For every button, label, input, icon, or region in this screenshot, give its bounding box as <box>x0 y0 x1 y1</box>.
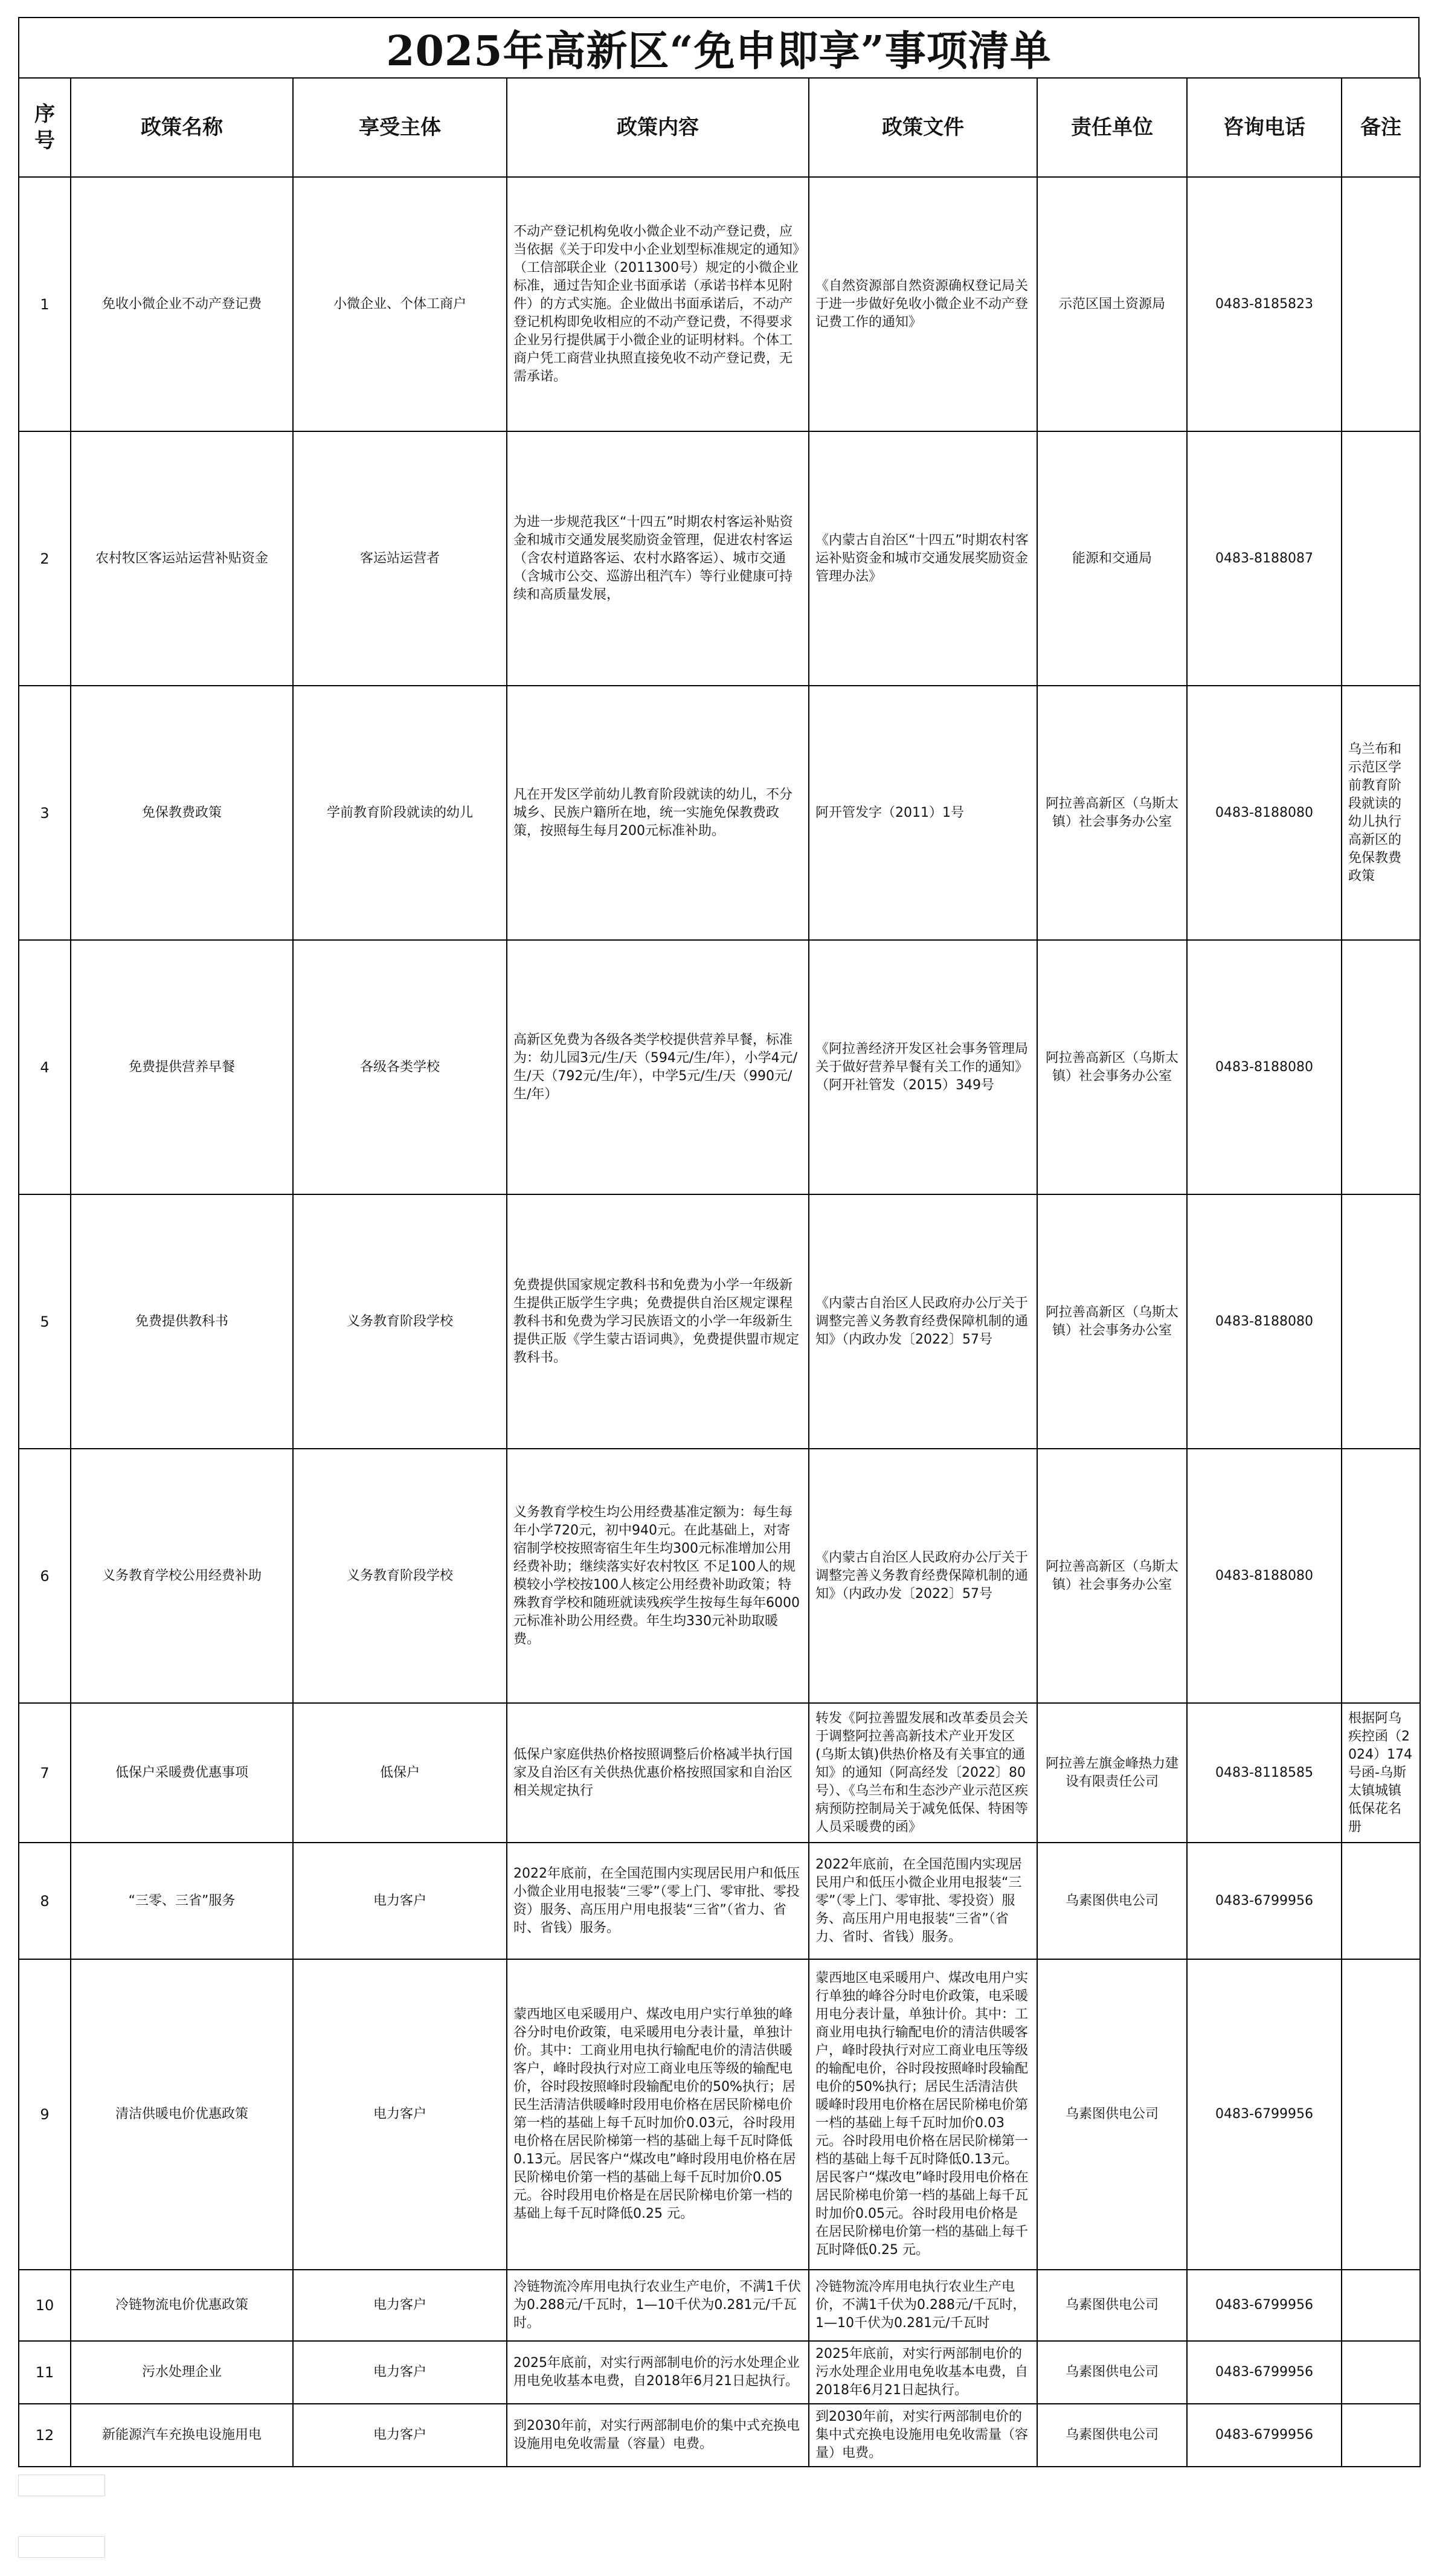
cell-unit: 示范区国土资源局 <box>1037 177 1187 431</box>
cell-phone: 0483-8188080 <box>1187 1449 1342 1703</box>
cell-subject: 电力客户 <box>293 2404 507 2467</box>
cell-document: 到2030年前，对实行两部制电价的集中式充换电设施用电免收需量（容量）电费。 <box>809 2404 1037 2467</box>
cell-phone: 0483-6799956 <box>1187 2404 1342 2467</box>
empty-cell-stub <box>18 2536 105 2558</box>
cell-content: 不动产登记机构免收小微企业不动产登记费，应当依据《关于印发中小企业划型标准规定的通知》（工信部联企业（2011300号）规定的小微企业标准，通过告知企业书面承诺（承诺书样本见附件）的方式实施。企业做出书面承诺后，不动产登记机构即免收相应的不动产登记费，不得要求企业另行提供属于小微企业的证明材料。个体工商户凭工商营业执照直接免收不动产登记费，无需承诺。 <box>507 177 809 431</box>
cell-document: 转发《阿拉善盟发展和改革委员会关于调整阿拉善高新技术产业开发区(乌斯太镇)供热价格及有关事宜的通知》的通知（阿高经发〔2022〕80号）、《乌兰布和生态沙产业示范区疾病预防控制局关于减免低保、特困等人员采暖费的函》 <box>809 1703 1037 1843</box>
header-row <box>19 78 1420 177</box>
cell-seq: 4 <box>19 940 71 1194</box>
cell-note <box>1342 1959 1420 2270</box>
cell-document: 《自然资源部自然资源确权登记局关于进一步做好免收小微企业不动产登记费工作的通知》 <box>809 177 1037 431</box>
cell-name: 低保户采暖费优惠事项 <box>71 1703 293 1843</box>
cell-unit: 阿拉善左旗金峰热力建设有限责任公司 <box>1037 1703 1187 1843</box>
table-row <box>19 1959 1420 2270</box>
header-seq: 序号 <box>19 78 71 177</box>
cell-seq: 3 <box>19 686 71 940</box>
cell-name: 农村牧区客运站运营补贴资金 <box>71 431 293 686</box>
cell-content: 低保户家庭供热价格按照调整后价格减半执行国家及自治区有关供热优惠价格按照国家和自治区相关规定执行 <box>507 1703 809 1843</box>
cell-note <box>1342 2270 1420 2341</box>
cell-content: 高新区免费为各级各类学校提供营养早餐，标准为：幼儿园3元/生/天（594元/生/年），小学4元/生/天（792元/生/年），中学5元/生/天（990元/生/年） <box>507 940 809 1194</box>
cell-content: 到2030年前，对实行两部制电价的集中式充换电设施用电免收需量（容量）电费。 <box>507 2404 809 2467</box>
empty-cell-stub <box>18 2475 105 2496</box>
cell-phone: 0483-6799956 <box>1187 1843 1342 1959</box>
cell-phone: 0483-6799956 <box>1187 2270 1342 2341</box>
cell-note: 根据阿乌疾控函（2024）174号函-乌斯太镇城镇低保花名册 <box>1342 1703 1420 1843</box>
cell-unit: 阿拉善高新区（乌斯太镇）社会事务办公室 <box>1037 686 1187 940</box>
cell-subject: 电力客户 <box>293 2341 507 2404</box>
cell-subject: 义务教育阶段学校 <box>293 1194 507 1449</box>
table-row <box>19 1703 1420 1843</box>
cell-note <box>1342 2341 1420 2404</box>
table-row <box>19 177 1420 431</box>
cell-subject: 各级各类学校 <box>293 940 507 1194</box>
header-subject: 享受主体 <box>293 78 507 177</box>
cell-name: 清洁供暖电价优惠政策 <box>71 1959 293 2270</box>
cell-name: 免费提供营养早餐 <box>71 940 293 1194</box>
table-row <box>19 1194 1420 1449</box>
cell-name: 新能源汽车充换电设施用电 <box>71 2404 293 2467</box>
cell-note <box>1342 1194 1420 1449</box>
cell-name: 义务教育学校公用经费补助 <box>71 1449 293 1703</box>
cell-note <box>1342 940 1420 1194</box>
cell-phone: 0483-8118585 <box>1187 1703 1342 1843</box>
cell-seq: 5 <box>19 1194 71 1449</box>
table-row <box>19 2270 1420 2341</box>
cell-name: 冷链物流电价优惠政策 <box>71 2270 293 2341</box>
cell-note: 乌兰布和示范区学前教育阶段就读的幼儿执行高新区的免保教费政策 <box>1342 686 1420 940</box>
cell-unit: 阿拉善高新区（乌斯太镇）社会事务办公室 <box>1037 1449 1187 1703</box>
cell-seq: 6 <box>19 1449 71 1703</box>
cell-content: 2025年底前，对实行两部制电价的污水处理企业用电免收基本电费，自2018年6月21日起执行。 <box>507 2341 809 2404</box>
cell-seq: 1 <box>19 177 71 431</box>
cell-content: 凡在开发区学前幼儿教育阶段就读的幼儿，不分城乡、民族户籍所在地，统一实施免保教费政策，按照每生每月200元标准补助。 <box>507 686 809 940</box>
cell-note <box>1342 177 1420 431</box>
cell-subject: 电力客户 <box>293 1843 507 1959</box>
cell-note <box>1342 1843 1420 1959</box>
header-document: 政策文件 <box>809 78 1037 177</box>
cell-note <box>1342 431 1420 686</box>
cell-phone: 0483-8188080 <box>1187 1194 1342 1449</box>
header-note: 备注 <box>1342 78 1420 177</box>
cell-content: 冷链物流冷库用电执行农业生产电价，不满1千伏为0.288元/千瓦时，1—10千伏为0.281元/千瓦时。 <box>507 2270 809 2341</box>
cell-subject: 客运站运营者 <box>293 431 507 686</box>
table-row <box>19 2341 1420 2404</box>
cell-document: 2022年底前，在全国范围内实现居民用户和低压小微企业用电报装“三零”（零上门、零审批、零投资）服务、高压用户用电报装“三省”（省力、省时、省钱）服务。 <box>809 1843 1037 1959</box>
cell-note <box>1342 1449 1420 1703</box>
cell-content: 蒙西地区电采暖用户、煤改电用户实行单独的峰谷分时电价政策，电采暖用电分表计量，单独计价。其中：工商业用电执行输配电价的清洁供暖客户，峰时段执行对应工商业电压等级的输配电价，谷时段按照峰时段输配电价的50%执行；居民生活清洁供暖峰时段用电价格在居民阶梯电价第一档的基础上每千瓦时加价0.03元，谷时段用电价格在居民阶梯第一档的基础上每千瓦时降低0.13元。居民客户“煤改电”峰时段用电价格在居民阶梯电价第一档的基础上每千瓦时加价0.05元。谷时段用电价格是在居民阶梯电价第一档的基础上每千瓦时降低0.25 元。 <box>507 1959 809 2270</box>
cell-document: 《内蒙古自治区“十四五”时期农村客运补贴资金和城市交通发展奖励资金管理办法》 <box>809 431 1037 686</box>
cell-subject: 学前教育阶段就读的幼儿 <box>293 686 507 940</box>
cell-seq: 8 <box>19 1843 71 1959</box>
table-row <box>19 686 1420 940</box>
cell-subject: 义务教育阶段学校 <box>293 1449 507 1703</box>
cell-document: 《内蒙古自治区人民政府办公厅关于调整完善义务教育经费保障机制的通知》（内政办发〔2022〕57号 <box>809 1194 1037 1449</box>
cell-unit: 乌素图供电公司 <box>1037 2270 1187 2341</box>
table-row <box>19 1843 1420 1959</box>
cell-unit: 乌素图供电公司 <box>1037 2341 1187 2404</box>
cell-seq: 12 <box>19 2404 71 2467</box>
cell-note <box>1342 2404 1420 2467</box>
policy-sheet <box>18 17 1420 2467</box>
cell-name: 免保教费政策 <box>71 686 293 940</box>
cell-document: 2025年底前，对实行两部制电价的污水处理企业用电免收基本电费，自2018年6月21日起执行。 <box>809 2341 1037 2404</box>
cell-seq: 11 <box>19 2341 71 2404</box>
cell-seq: 9 <box>19 1959 71 2270</box>
cell-unit: 乌素图供电公司 <box>1037 2404 1187 2467</box>
cell-phone: 0483-6799956 <box>1187 2341 1342 2404</box>
cell-unit: 乌素图供电公司 <box>1037 1843 1187 1959</box>
page-title: 2025年高新区“免申即享”事项清单 <box>18 17 1420 77</box>
cell-unit: 乌素图供电公司 <box>1037 1959 1187 2270</box>
cell-document: 《阿拉善经济开发区社会事务管理局关于做好营养早餐有关工作的通知》（阿开社管发（2015）349号 <box>809 940 1037 1194</box>
table-row <box>19 431 1420 686</box>
cell-document: 冷链物流冷库用电执行农业生产电价，不满1千伏为0.288元/千瓦时，1—10千伏为0.281元/千瓦时 <box>809 2270 1037 2341</box>
policy-table <box>18 77 1421 2467</box>
cell-seq: 10 <box>19 2270 71 2341</box>
cell-unit: 能源和交通局 <box>1037 431 1187 686</box>
cell-unit: 阿拉善高新区（乌斯太镇）社会事务办公室 <box>1037 940 1187 1194</box>
cell-name: 免收小微企业不动产登记费 <box>71 177 293 431</box>
table-row <box>19 2404 1420 2467</box>
table-row <box>19 1449 1420 1703</box>
cell-name: 污水处理企业 <box>71 2341 293 2404</box>
cell-content: 义务教育学校生均公用经费基准定额为：每生每年小学720元，初中940元。在此基础上，对寄宿制学校按照寄宿生年生均300元标准增加公用经费补助；继续落实好农村牧区 不足100人的规模较小学校按100人核定公用经费补助政策；特殊教育学校和随班就读残疾学生按每生每年6000元标准补助公用经费。年生均330元补助取暖费。 <box>507 1449 809 1703</box>
cell-phone: 0483-8188080 <box>1187 686 1342 940</box>
cell-phone: 0483-6799956 <box>1187 1959 1342 2270</box>
header-phone: 咨询电话 <box>1187 78 1342 177</box>
header-name: 政策名称 <box>71 78 293 177</box>
cell-name: 免费提供教科书 <box>71 1194 293 1449</box>
cell-subject: 电力客户 <box>293 1959 507 2270</box>
cell-content: 2022年底前，在全国范围内实现居民用户和低压小微企业用电报装“三零”（零上门、零审批、零投资）服务、高压用户用电报装“三省”（省力、省时、省钱）服务。 <box>507 1843 809 1959</box>
cell-content: 免费提供国家规定教科书和免费为小学一年级新生提供正版学生字典；免费提供自治区规定课程教科书和免费为学习民族语文的小学一年级新生提供正版《学生蒙古语词典》，免费提供盟市规定教科书。 <box>507 1194 809 1449</box>
cell-document: 阿开管发字（2011）1号 <box>809 686 1037 940</box>
header-content: 政策内容 <box>507 78 809 177</box>
cell-subject: 小微企业、个体工商户 <box>293 177 507 431</box>
cell-content: 为进一步规范我区“十四五”时期农村客运补贴资金和城市交通发展奖励资金管理，促进农村客运（含农村道路客运、农村水路客运）、城市交通（含城市公交、巡游出租汽车）等行业健康可持续和高质量发展， <box>507 431 809 686</box>
table-row <box>19 940 1420 1194</box>
cell-phone: 0483-8188087 <box>1187 431 1342 686</box>
cell-unit: 阿拉善高新区（乌斯太镇）社会事务办公室 <box>1037 1194 1187 1449</box>
cell-phone: 0483-8188080 <box>1187 940 1342 1194</box>
cell-name: “三零、三省”服务 <box>71 1843 293 1959</box>
header-unit: 责任单位 <box>1037 78 1187 177</box>
cell-subject: 低保户 <box>293 1703 507 1843</box>
cell-phone: 0483-8185823 <box>1187 177 1342 431</box>
cell-seq: 7 <box>19 1703 71 1843</box>
cell-document: 《内蒙古自治区人民政府办公厅关于调整完善义务教育经费保障机制的通知》（内政办发〔2022〕57号 <box>809 1449 1037 1703</box>
cell-subject: 电力客户 <box>293 2270 507 2341</box>
cell-seq: 2 <box>19 431 71 686</box>
cell-document: 蒙西地区电采暖用户、煤改电用户实行单独的峰谷分时电价政策，电采暖用电分表计量，单独计价。其中：工商业用电执行输配电价的清洁供暖客户，峰时段执行对应工商业电压等级的输配电价，谷时段按照峰时段输配电价的50%执行；居民生活清洁供暖峰时段用电价格在居民阶梯电价第一档的基础上每千瓦时加价0.03元。谷时段用电价格在居民阶梯第一档的基础上每千瓦时降低0.13元。居民客户“煤改电”峰时段用电价格在居民阶梯电价第一档的基础上每千瓦时加价0.05元。谷时段用电价格是在居民阶梯电价第一档的基础上每千瓦时降低0.25 元。 <box>809 1959 1037 2270</box>
